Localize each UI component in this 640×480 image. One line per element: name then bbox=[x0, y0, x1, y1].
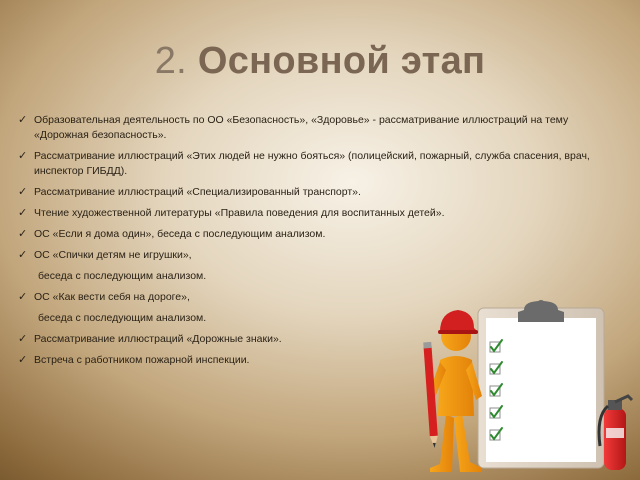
list-item-text: Образовательная деятельность по ОО «Безопасность», «Здоровье» - рассматривание иллюстраций на тему «Дорожная безопасность». bbox=[34, 114, 569, 141]
list-item-text: беседа с последующим анализом. bbox=[38, 270, 207, 282]
check-mark-icon: ✓ bbox=[18, 207, 28, 219]
check-mark-icon: ✓ bbox=[18, 333, 28, 345]
title-text: Основной этап bbox=[197, 40, 486, 82]
list-item-text: беседа с последующим анализом. bbox=[38, 312, 207, 324]
list-item-text: Встреча с работником пожарной инспекции. bbox=[34, 354, 250, 366]
list-item bbox=[18, 149, 608, 179]
check-mark-icon: ✓ bbox=[18, 249, 28, 261]
check-mark-icon: ✓ bbox=[18, 354, 28, 366]
check-mark-icon: ✓ bbox=[18, 186, 28, 198]
list-item-text: Рассматривание иллюстраций «Этих людей не нужно бояться» (полицейский, пожарный, служба спасения, врач, инспектор ГИБДД). bbox=[34, 150, 590, 177]
list-item bbox=[18, 227, 608, 242]
check-mark-icon: ✓ bbox=[18, 228, 28, 240]
list-item-text: Рассматривание иллюстраций «Дорожные знаки». bbox=[34, 333, 282, 345]
list-item-text: ОС «Как вести себя на дороге», bbox=[34, 291, 190, 303]
list-item bbox=[18, 185, 608, 200]
list-item-text: Рассматривание иллюстраций «Специализированный транспорт». bbox=[34, 186, 361, 198]
list-item bbox=[18, 113, 608, 143]
list-item-text: ОС «Спички детям не игрушки», bbox=[34, 249, 192, 261]
slide-title bbox=[0, 40, 640, 83]
list-item bbox=[18, 206, 608, 221]
check-mark-icon: ✓ bbox=[18, 114, 28, 126]
checklist-clipboard-icon bbox=[478, 300, 604, 468]
title-number: 2. bbox=[154, 40, 188, 82]
list-item bbox=[18, 269, 608, 284]
list-item-text: ОС «Если я дома один», беседа с последующим анализом. bbox=[34, 228, 326, 240]
list-item bbox=[18, 248, 608, 263]
check-mark-icon: ✓ bbox=[18, 150, 28, 162]
illustration bbox=[412, 296, 640, 480]
list-item-text: Чтение художественной литературы «Правила поведения для воспитанных детей». bbox=[34, 207, 445, 219]
orange-person-with-pencil-icon bbox=[423, 310, 482, 472]
check-mark-icon: ✓ bbox=[18, 291, 28, 303]
